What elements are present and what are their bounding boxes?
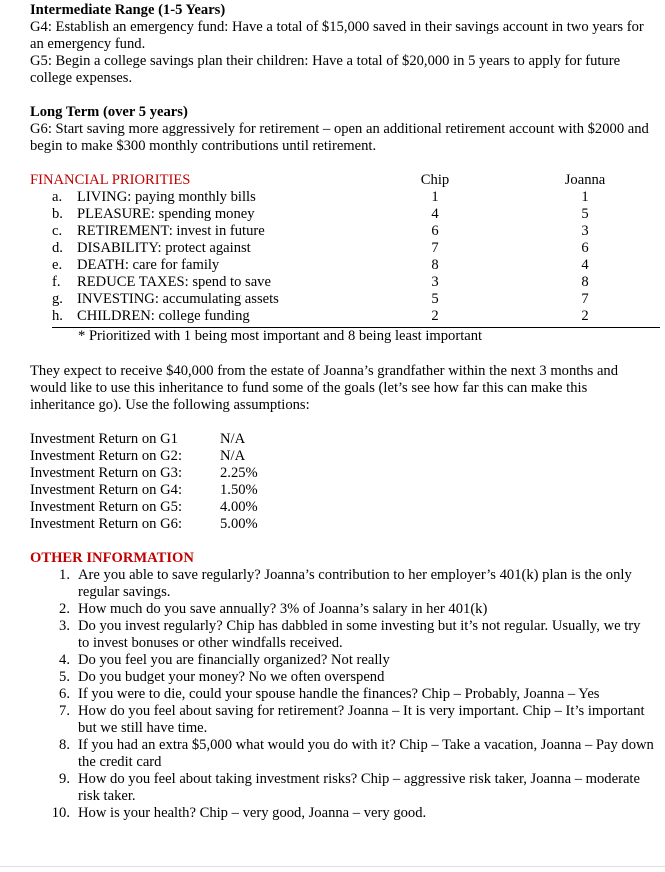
item-number: 3. [59,618,70,634]
assumption-label: Investment Return on G1 [30,431,178,447]
long-term-heading: Long Term (over 5 years) [30,104,188,120]
assumption-row [30,465,258,482]
item-number: 1. [59,567,70,583]
table-row [30,308,660,325]
joanna-rank: 2 [581,308,589,324]
assumption-row [30,431,258,448]
row-letter: h. [52,308,63,324]
chip-rank: 8 [431,257,439,273]
item-number: 4. [59,652,70,668]
list-item [30,686,655,703]
chip-rank: 4 [431,206,439,222]
item-number: 10. [51,805,70,821]
assumptions-table [30,431,258,533]
row-letter: c. [52,223,63,239]
item-number: 6. [59,686,70,702]
goal-g5: G5: Begin a college savings plan their children: Have a total of $20,000 in 5 years to apply for future college expenses. [30,53,621,86]
joanna-rank: 6 [581,240,589,256]
assumption-row [30,516,258,533]
table-row [30,206,660,223]
item-text: Do you budget your money? No we often overspend [78,669,385,685]
item-text: How do you feel about saving for retirement? Joanna – It is very important. Chip – It’s important but we still have time. [78,703,645,736]
list-item [30,601,655,618]
assumption-row [30,448,258,465]
row-label: LIVING: paying monthly bills [77,189,256,205]
row-label: DISABILITY: protect against [77,240,251,256]
list-item [30,652,655,669]
other-info-list [30,567,655,822]
row-letter: f. [52,274,61,290]
item-text: Are you able to save regularly? Joanna’s contribution to her employer’s 401(k) plan is the only regular savings. [78,567,632,600]
item-text: If you had an extra $5,000 what would you do with it? Chip – Take a vacation, Joanna – Pay down the credit card [78,737,654,770]
joanna-rank: 8 [581,274,589,290]
chip-rank: 1 [431,189,439,205]
item-text: Do you feel you are financially organized? Not really [78,652,390,668]
assumption-value: 5.00% [220,516,258,532]
row-letter: a. [52,189,63,205]
item-number: 9. [59,771,70,787]
row-label: INVESTING: accumulating assets [77,291,279,307]
item-number: 7. [59,703,70,719]
document-page [30,2,655,822]
item-number: 8. [59,737,70,753]
joanna-rank: 3 [581,223,589,239]
item-number: 2. [59,601,70,617]
table-row [30,274,660,291]
priorities-heading: FINANCIAL PRIORITIES [30,172,191,188]
goal-g4: G4: Establish an emergency fund: Have a total of $15,000 saved in their savings account in two years for an emergency fund. [30,19,644,52]
table-row [30,240,660,257]
assumption-label: Investment Return on G4: [30,482,182,498]
chip-rank: 6 [431,223,439,239]
row-label: DEATH: care for family [77,257,220,273]
table-header-row [30,172,660,189]
row-label: RETIREMENT: invest in future [77,223,265,239]
assumption-value: N/A [220,448,246,464]
assumption-value: 4.00% [220,499,258,515]
row-letter: d. [52,240,63,256]
row-letter: b. [52,206,63,222]
list-item [30,737,655,771]
item-text: How much do you save annually? 3% of Joanna’s salary in her 401(k) [78,601,488,617]
row-letter: e. [52,257,63,273]
joanna-rank: 5 [581,206,589,222]
chip-rank: 3 [431,274,439,290]
row-label: PLEASURE: spending money [77,206,255,222]
assumption-row [30,499,258,516]
list-item [30,618,655,652]
page-bottom-divider [0,866,665,867]
col-joanna: Joanna [564,172,606,188]
col-chip: Chip [420,172,450,188]
table-row [30,257,660,274]
joanna-rank: 1 [581,189,589,205]
goal-g6: G6: Start saving more aggressively for retirement – open an additional retirement account with $2000 and begin to make $300 monthly contributions until retirement. [30,121,649,154]
item-text: How do you feel about taking investment risks? Chip – aggressive risk taker, Joanna – moderate risk taker. [78,771,640,804]
list-item [30,771,655,805]
assumption-label: Investment Return on G3: [30,465,182,481]
list-item [30,669,655,686]
list-item [30,567,655,601]
item-text: Do you invest regularly? Chip has dabbled in some investing but it’s not regular. Usually, we try to invest bonuses or other windfalls received. [78,618,641,651]
assumption-value: N/A [220,431,246,447]
list-item [30,805,655,822]
table-row [30,291,660,308]
priorities-footnote: * Prioritized with 1 being most important and 8 being least important [78,328,483,344]
list-item [30,703,655,737]
assumption-value: 1.50% [220,482,258,498]
chip-rank: 5 [431,291,439,307]
table-row [30,223,660,240]
table-row [30,189,660,206]
intermediate-heading: Intermediate Range (1-5 Years) [30,2,226,18]
item-text: How is your health? Chip – very good, Joanna – very good. [78,805,427,821]
item-number: 5. [59,669,70,685]
assumption-label: Investment Return on G5: [30,499,182,515]
financial-priorities-table [30,172,660,325]
other-info-heading: OTHER INFORMATION [30,550,194,566]
chip-rank: 2 [431,308,439,324]
joanna-rank: 7 [581,291,589,307]
item-text: If you were to die, could your spouse handle the finances? Chip – Probably, Joanna – Yes [78,686,600,702]
assumption-row [30,482,258,499]
assumption-label: Investment Return on G6: [30,516,182,532]
row-letter: g. [52,291,63,307]
joanna-rank: 4 [581,257,589,273]
row-label: CHILDREN: college funding [77,308,250,324]
row-label: REDUCE TAXES: spend to save [77,274,271,290]
chip-rank: 7 [431,240,439,256]
assumption-value: 2.25% [220,465,258,481]
inheritance-paragraph: They expect to receive $40,000 from the estate of Joanna’s grandfather within the next 3 months and would like to use this inheritance to fund some of the goals (let’s see how far this can make this inheritance go). Use the following assumptions: [30,363,619,413]
assumption-label: Investment Return on G2: [30,448,182,464]
